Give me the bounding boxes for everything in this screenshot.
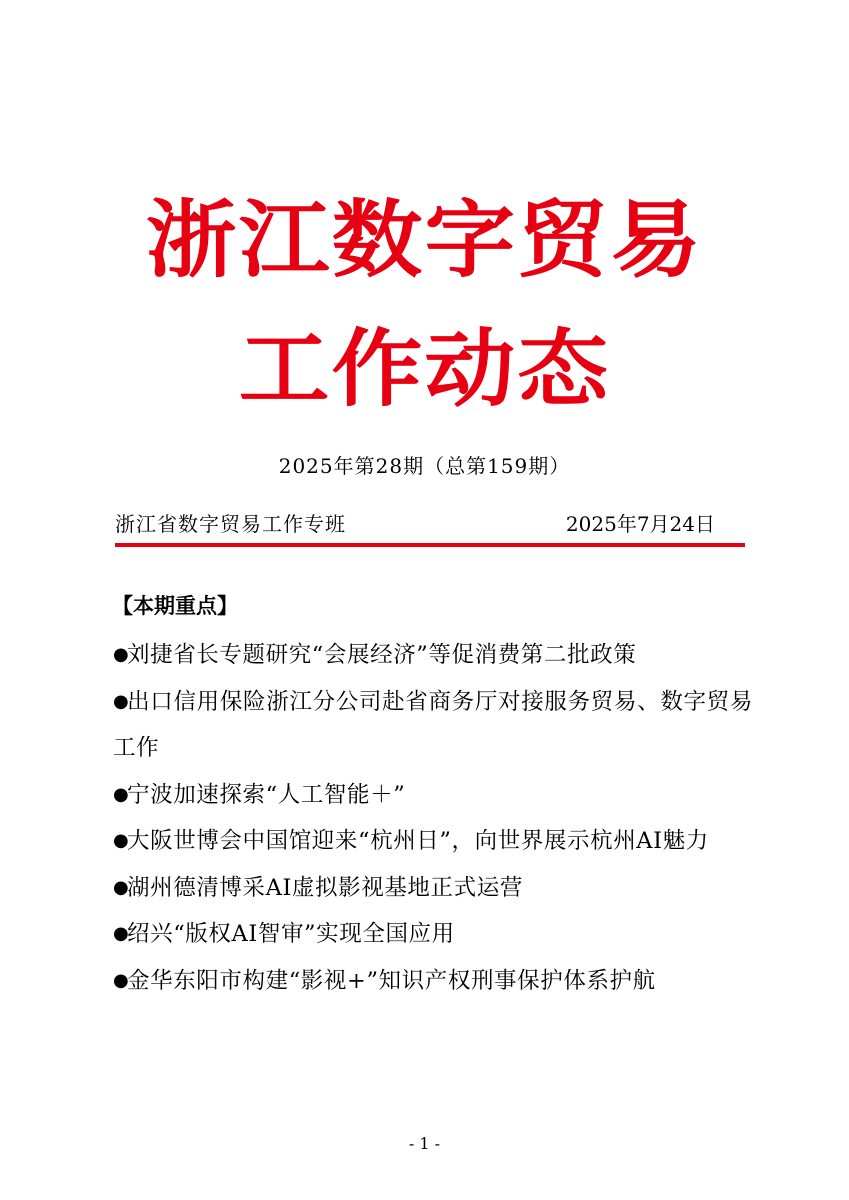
highlight-text: 湖州德清博采AI虚拟影视基地正式运营 xyxy=(127,874,523,901)
bullet-icon: ● xyxy=(113,690,130,712)
issuing-organization: 浙江省数字贸易工作专班 xyxy=(115,512,346,536)
highlight-item xyxy=(113,958,753,1005)
highlight-item xyxy=(113,818,753,865)
highlight-item xyxy=(113,865,753,912)
highlight-item xyxy=(113,772,753,819)
highlight-text: 刘捷省长专题研究“会展经济”等促消费第二批政策 xyxy=(127,642,637,668)
bullet-icon: ● xyxy=(113,830,130,851)
bullet-icon: ● xyxy=(113,923,130,944)
bullet-icon: ● xyxy=(113,783,130,805)
highlight-text: 金华东阳市构建“影视+”知识产权刑事保护体系护航 xyxy=(127,967,656,994)
highlight-text: 绍兴“版权AI智审”实现全国应用 xyxy=(127,921,455,947)
highlight-text: 出口信用保险浙江分公司赴省商务厅对接服务贸易、数字贸易工作 xyxy=(113,688,753,761)
masthead-meta xyxy=(115,512,745,540)
document-title-line-2: 工作动态 xyxy=(238,320,611,418)
issue-number: 2025年第28期（总第159期） xyxy=(278,454,571,478)
highlights-heading: 【本期重点】 xyxy=(112,594,238,618)
red-divider xyxy=(115,543,745,547)
highlight-item xyxy=(113,632,753,679)
bullet-icon: ● xyxy=(113,876,130,898)
document-title-line-1: 浙江数字贸易 xyxy=(145,191,704,289)
page-number: - 1 - xyxy=(408,1134,441,1153)
highlight-text: 宁波加速探索“人工智能＋” xyxy=(127,781,406,808)
highlight-item xyxy=(113,911,753,958)
highlight-text: 大阪世博会中国馆迎来“杭州日”，向世界展示杭州AI魅力 xyxy=(127,828,709,854)
bullet-icon: ● xyxy=(113,969,130,991)
highlights-list xyxy=(113,632,753,1004)
highlight-item xyxy=(113,679,753,772)
bullet-icon: ● xyxy=(113,644,130,665)
issue-date: 2025年7月24日 xyxy=(565,512,715,536)
